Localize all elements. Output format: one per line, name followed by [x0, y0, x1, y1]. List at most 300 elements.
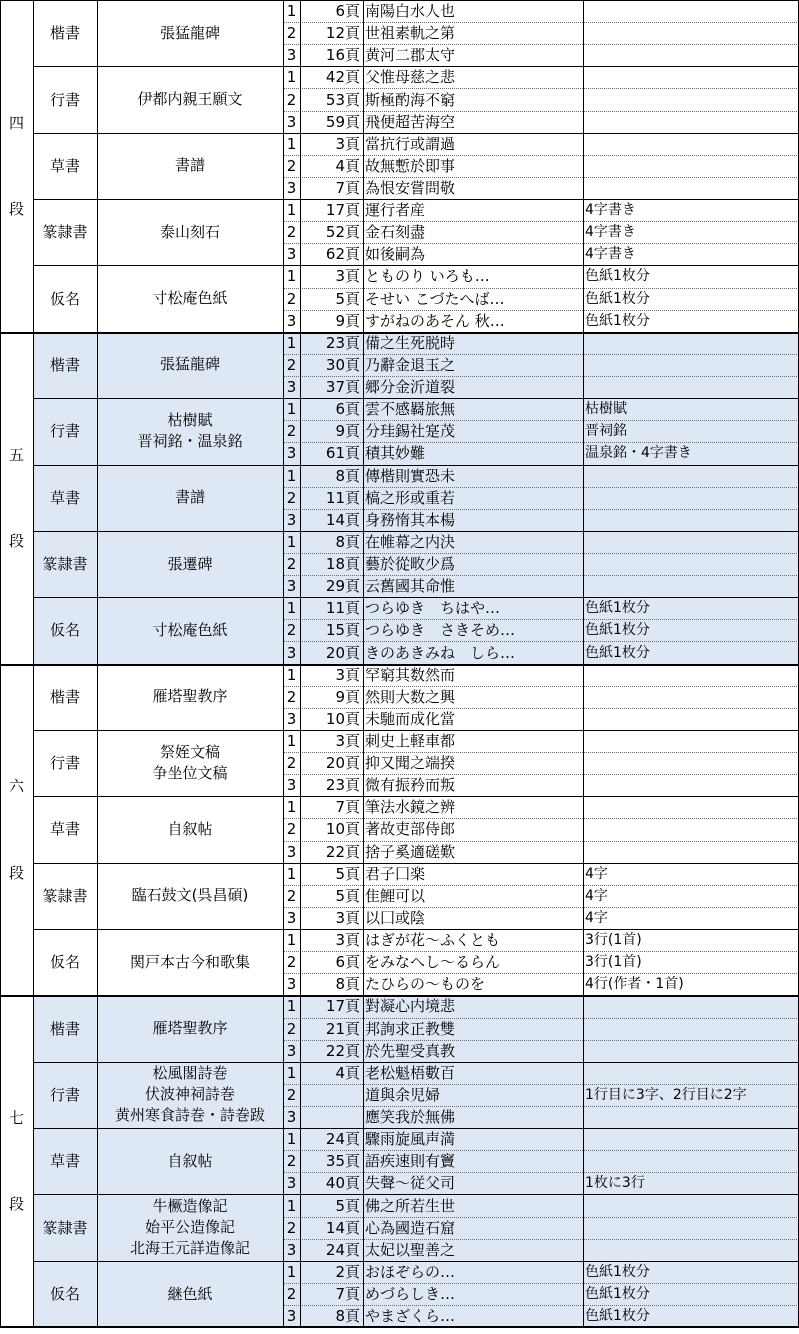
page-number: 42頁: [325, 68, 360, 87]
dan-label-char: 六: [8, 777, 24, 796]
row-number: 1: [286, 532, 297, 551]
practice-text: 黄河二郡太守: [365, 46, 456, 65]
row-number: 1: [286, 333, 297, 352]
practice-text: 佛之所若生世: [365, 1196, 456, 1215]
column-divider: [33, 0, 34, 1327]
work-title-group: [97, 531, 283, 597]
row-number: 1: [286, 466, 297, 485]
page-number: 8頁: [335, 532, 360, 551]
practice-text: 語疾速則有竇: [365, 1152, 456, 1171]
page-number: 5頁: [335, 1196, 360, 1215]
row-note: [583, 509, 799, 531]
row-note: 色紙1枚分: [585, 1286, 650, 1302]
row-note: 色紙1枚分: [585, 290, 650, 307]
page-number: 14頁: [325, 1218, 360, 1237]
practice-text: 郷分金沂道裂: [365, 378, 456, 397]
work-title-group: [97, 199, 283, 265]
row-note: 4字: [585, 887, 608, 904]
column-divider: [283, 0, 284, 1327]
work-title: 自叙帖: [167, 819, 213, 838]
page-number: 8頁: [335, 466, 360, 485]
work-title: 泰山刻石: [159, 222, 220, 241]
row-note: [583, 1106, 799, 1128]
work-title: 自叙帖: [167, 1151, 213, 1170]
work-title: 張猛龍碑: [159, 355, 220, 374]
row-note: [583, 531, 799, 553]
row-note: 1行目に3字、2行目に2字: [585, 1086, 747, 1103]
row-number: 3: [286, 245, 297, 264]
row-number: 1: [286, 267, 297, 286]
row-number: 1: [286, 798, 297, 817]
row-note: [583, 332, 799, 354]
page-number: [300, 1106, 363, 1128]
group-divider: [33, 929, 799, 930]
work-title-group: [97, 995, 283, 1061]
page-number: 59頁: [325, 112, 360, 131]
row-number: 1: [286, 1063, 297, 1082]
row-number: 3: [286, 1307, 297, 1326]
work-title: 始平公造像記: [144, 1218, 235, 1237]
row-number: 3: [286, 1108, 297, 1127]
work-title: 張猛龍碑: [159, 23, 220, 42]
row-note: [583, 1128, 799, 1150]
row-note: 4字: [585, 865, 608, 882]
row-note: [583, 376, 799, 398]
column-divider: [363, 0, 364, 1327]
row-note: 4字書き: [585, 224, 636, 241]
page-number: 7頁: [335, 1285, 360, 1303]
practice-text: 於先聖受真教: [365, 1041, 456, 1060]
dan-label-char: 五: [8, 445, 24, 464]
page-number: 21頁: [325, 1019, 360, 1038]
table-border-top: [0, 0, 799, 1]
practice-text: 當抗行或謂過: [365, 134, 456, 153]
practice-text: はぎが花～ふくとも: [365, 931, 501, 950]
section-divider: [0, 664, 799, 666]
row-number: 3: [286, 1174, 297, 1193]
row-note: [583, 22, 799, 44]
script-style: 行書: [49, 90, 80, 109]
work-title: 雁塔聖教序: [152, 1019, 228, 1038]
page-number: 17頁: [325, 997, 360, 1016]
group-divider: [33, 1062, 799, 1063]
script-style: 仮名: [49, 289, 80, 308]
row-note: [583, 553, 799, 575]
row-number: 1: [286, 997, 297, 1016]
work-title-group: [97, 1128, 283, 1194]
row-number: 2: [286, 1285, 297, 1303]
practice-text: 太妃以聖善之: [365, 1240, 456, 1259]
practice-text: 南陽白水人也: [365, 2, 456, 21]
page-number: 37頁: [325, 378, 360, 397]
row-note: [583, 708, 799, 730]
row-number: 1: [286, 400, 297, 419]
practice-text: 分珪錫社寔茂: [365, 422, 456, 441]
practice-text: 為恨安嘗問敬: [365, 179, 456, 197]
script-style: 行書: [49, 422, 80, 441]
practice-text: 積其妙難: [365, 444, 426, 463]
practice-text: 藝於從畋少爲: [365, 555, 456, 574]
row-number: 2: [286, 156, 297, 175]
row-number: 3: [286, 908, 297, 927]
row-number: 2: [286, 1152, 297, 1171]
work-title-group: [97, 1194, 283, 1260]
group-divider: [33, 199, 799, 200]
page-number: 3頁: [335, 134, 360, 153]
page-number: 24頁: [325, 1130, 360, 1149]
practice-text: 筆法水鏡之辨: [365, 798, 456, 817]
practice-text: 刺史上軽車都: [365, 732, 456, 750]
row-note: [583, 575, 799, 597]
work-title-group: [97, 133, 283, 199]
table-border-left: [0, 0, 1, 1327]
row-number: 3: [286, 577, 297, 596]
row-number: 2: [286, 687, 297, 706]
practice-text: 飛便超苦海空: [365, 112, 456, 131]
practice-text: 未馳而成化當: [365, 709, 456, 728]
row-note: [583, 796, 799, 818]
page-number: 24頁: [325, 1240, 360, 1259]
column-divider: [583, 0, 584, 1327]
row-number: 1: [286, 665, 297, 684]
row-number: 2: [286, 953, 297, 972]
row-note: [583, 752, 799, 774]
work-title: 寸松庵色紙: [152, 289, 228, 308]
row-note: [583, 841, 799, 863]
work-title: 書譜: [174, 156, 205, 175]
practice-text: 道與余児婦: [365, 1085, 441, 1104]
page-number: 35頁: [325, 1152, 360, 1171]
row-note: 色紙1枚分: [585, 312, 650, 329]
page-number: 53頁: [325, 90, 360, 109]
row-number: 3: [286, 311, 297, 330]
practice-text: 傳楷則實恐未: [365, 466, 456, 485]
row-number: 2: [286, 1218, 297, 1237]
row-number: 2: [286, 754, 297, 773]
row-note: 3行(1首): [585, 954, 642, 971]
page-number: 8頁: [335, 975, 360, 994]
row-note: 色紙1枚分: [585, 644, 650, 661]
work-title: 晋祠銘・温泉銘: [137, 432, 243, 451]
work-title-group: [97, 597, 283, 663]
practice-text: そせい こづたへば…: [365, 289, 505, 308]
row-number: 2: [286, 90, 297, 109]
practice-text: 槁之形或重若: [365, 488, 456, 507]
practice-text: 然則大数之興: [365, 687, 456, 706]
row-note: 色紙1枚分: [585, 600, 650, 617]
page-number: 18頁: [325, 555, 360, 574]
page-number: 17頁: [325, 201, 360, 220]
work-title-group: [97, 796, 283, 862]
page-number: 12頁: [325, 24, 360, 43]
row-number: 2: [286, 820, 297, 839]
table-border-bottom: [0, 1326, 799, 1328]
row-number: 2: [286, 289, 297, 308]
row-note: [583, 1217, 799, 1239]
row-number: 1: [286, 2, 297, 21]
practice-text: とものり いろも…: [365, 267, 490, 286]
page-number: 11頁: [325, 488, 360, 507]
group-divider: [33, 66, 799, 67]
row-number: 3: [286, 643, 297, 662]
row-number: 3: [286, 46, 297, 65]
row-number: 3: [286, 378, 297, 397]
row-number: 1: [286, 732, 297, 750]
work-title: 書譜: [174, 488, 205, 507]
practice-text: 云舊國其命惟: [365, 577, 456, 596]
page-number: 6頁: [335, 400, 360, 419]
row-note: [583, 664, 799, 686]
row-note: [583, 1150, 799, 1172]
script-style: 草書: [49, 1152, 80, 1171]
practice-text: 雲不感羇旅無: [365, 400, 456, 419]
page-number: 14頁: [325, 510, 360, 529]
row-number: 1: [286, 1262, 297, 1281]
page-number: 5頁: [335, 886, 360, 905]
practice-text: 罕窮其数然而: [365, 665, 456, 684]
group-divider: [33, 796, 799, 797]
script-style: 楷書: [49, 1019, 80, 1038]
work-title: 牛橛造像記: [152, 1197, 228, 1216]
group-divider: [33, 730, 799, 731]
row-note: [583, 774, 799, 796]
work-title: 北海王元詳造像記: [129, 1239, 250, 1258]
column-divider: [300, 0, 301, 1327]
row-number: 2: [286, 621, 297, 640]
page-number: 3頁: [335, 931, 360, 950]
page-number: 62頁: [325, 245, 360, 264]
practice-text: めづらしき…: [365, 1285, 456, 1303]
practice-text: 父惟母慈之悲: [365, 68, 456, 87]
work-title: 雁塔聖教序: [152, 687, 228, 706]
page-number: 23頁: [325, 776, 360, 795]
row-note: [583, 1239, 799, 1261]
work-title-group: [97, 0, 283, 66]
row-note: [583, 0, 799, 22]
practice-text: おほぞらの…: [365, 1262, 456, 1281]
practice-text: 捨子奚適磋歎: [365, 842, 456, 861]
practice-text: 微有振矜而叛: [365, 776, 456, 795]
page-number: 4頁: [335, 156, 360, 175]
row-note: [583, 88, 799, 110]
practice-text: すがねのあそん 秋…: [365, 311, 505, 330]
row-note: 晋祠銘: [585, 423, 627, 440]
work-title: 伏波神祠詩巻: [144, 1085, 235, 1104]
script-style: 行書: [49, 754, 80, 773]
script-style: 篆隷書: [42, 1218, 88, 1237]
dan-label-char: 段: [8, 200, 24, 219]
script-style: 行書: [49, 1085, 80, 1104]
script-style: 楷書: [49, 355, 80, 374]
script-style: 仮名: [49, 953, 80, 972]
practice-text: 身務惰其本楊: [365, 510, 456, 529]
row-number: 1: [286, 864, 297, 883]
practice-text: 故無慙於即事: [365, 156, 456, 175]
practice-text: 金石刻盡: [365, 223, 426, 242]
script-style: 仮名: [49, 621, 80, 640]
group-divider: [33, 465, 799, 466]
section-divider: [0, 332, 799, 334]
practice-text: きのあきみね しら…: [365, 643, 516, 662]
page-number: 30頁: [325, 355, 360, 374]
page-number: 4頁: [335, 1063, 360, 1082]
practice-text: 斯極酌海不窮: [365, 90, 456, 109]
page-number: 5頁: [335, 864, 360, 883]
row-number: 3: [286, 776, 297, 795]
row-note: 1枚に3行: [585, 1175, 645, 1192]
dan-label-char: 段: [8, 1195, 24, 1214]
practice-text: 心為國造石窟: [365, 1218, 456, 1237]
row-number: 3: [286, 1240, 297, 1259]
script-style: 篆隷書: [42, 886, 88, 905]
practice-text: 在帷幕之内決: [365, 532, 456, 551]
row-note: 4字書き: [585, 202, 636, 219]
practice-text: 應笑我於無佛: [365, 1108, 456, 1127]
practice-text: 世祖素軌之第: [365, 24, 456, 43]
row-note: 4行(作者・1首): [585, 976, 684, 993]
script-style: 楷書: [49, 687, 80, 706]
practice-text: 驟雨旋風声満: [365, 1130, 456, 1149]
row-note: 4字書き: [585, 246, 636, 263]
row-number: 1: [286, 1196, 297, 1215]
row-note: [583, 1194, 799, 1216]
row-number: 3: [286, 709, 297, 728]
work-title: 争坐位文稿: [152, 764, 228, 783]
page-number: 22頁: [325, 842, 360, 861]
work-title: 伊都内親王願文: [137, 90, 243, 109]
practice-text: 君子囗楽: [365, 864, 426, 883]
page-number: 3頁: [335, 267, 360, 286]
row-note: [583, 66, 799, 88]
page-number: 16頁: [325, 46, 360, 65]
practice-text: 以囗或陰: [365, 908, 426, 927]
page-number: 61頁: [325, 444, 360, 463]
work-title-group: [97, 265, 283, 331]
row-number: 2: [286, 355, 297, 374]
group-divider: [33, 1261, 799, 1262]
row-number: 2: [286, 488, 297, 507]
row-number: 1: [286, 201, 297, 220]
row-number: 1: [286, 134, 297, 153]
row-note: [583, 1040, 799, 1062]
row-number: 2: [286, 422, 297, 441]
row-note: [583, 995, 799, 1017]
row-number: 3: [286, 444, 297, 463]
row-number: 1: [286, 1130, 297, 1149]
work-title: 関戸本古今和歌集: [129, 952, 250, 971]
page-number: 2頁: [335, 1262, 360, 1281]
page-number: 22頁: [325, 1041, 360, 1060]
group-divider: [33, 531, 799, 532]
row-note: 色紙1枚分: [585, 1308, 650, 1325]
page-number: 6頁: [335, 953, 360, 972]
script-style: 草書: [49, 820, 80, 839]
script-style: 草書: [49, 156, 80, 175]
page-number: 3頁: [335, 665, 360, 684]
dan-label-char: 七: [8, 1109, 24, 1128]
practice-text: 運行者産: [365, 201, 426, 220]
page-number: 9頁: [335, 687, 360, 706]
group-divider: [33, 265, 799, 266]
page-number: [300, 1084, 363, 1106]
row-note: 色紙1枚分: [585, 268, 650, 285]
script-style: 仮名: [49, 1285, 80, 1303]
group-divider: [33, 133, 799, 134]
work-title-group: [97, 664, 283, 730]
row-note: [583, 465, 799, 487]
page-number: 23頁: [325, 333, 360, 352]
page-number: 9頁: [335, 311, 360, 330]
page-number: 20頁: [325, 643, 360, 662]
work-title: 松風閣詩巻: [152, 1064, 228, 1083]
practice-text: 對凝心内境悲: [365, 997, 456, 1016]
practice-text: つらゆき さきそめ…: [365, 621, 516, 640]
page-number: 40頁: [325, 1174, 360, 1193]
page-number: 20頁: [325, 754, 360, 773]
page-number: 10頁: [325, 820, 360, 839]
work-title-group: [97, 465, 283, 531]
practice-text: 失聲～従父司: [365, 1174, 456, 1193]
row-note: [583, 686, 799, 708]
page-number: 9頁: [335, 422, 360, 441]
practice-text: 乃辭金退玉之: [365, 355, 456, 374]
row-number: 2: [286, 886, 297, 905]
work-title-group: [97, 730, 283, 796]
row-note: [583, 487, 799, 509]
page-number: 7頁: [335, 179, 360, 197]
practice-text: 抑又聞之端揆: [365, 754, 456, 773]
script-style: 篆隷書: [42, 223, 88, 242]
dan-label-char: 段: [8, 863, 24, 882]
row-note: 色紙1枚分: [585, 622, 650, 639]
work-title-group: [97, 332, 283, 398]
row-number: 1: [286, 931, 297, 950]
group-divider: [33, 597, 799, 598]
row-note: [583, 155, 799, 177]
practice-text: 備之生死脱時: [365, 333, 456, 352]
work-title: 継色紙: [167, 1284, 213, 1303]
page-number: 8頁: [335, 1307, 360, 1326]
group-divider: [33, 1194, 799, 1195]
row-note: [583, 44, 799, 66]
work-title: 枯樹賦: [167, 411, 213, 430]
practice-text: 隹鯉可以: [365, 886, 426, 905]
row-note: [583, 354, 799, 376]
practice-text: をみなへし～るらん: [365, 953, 501, 972]
row-note: 温泉銘・4字書き: [585, 445, 692, 462]
work-title-group: [97, 929, 283, 995]
row-number: 3: [286, 1041, 297, 1060]
row-note: 色紙1枚分: [585, 1263, 650, 1280]
group-divider: [33, 863, 799, 864]
practice-text: 老松魁梧數百: [365, 1063, 456, 1082]
work-title-group: [97, 863, 283, 929]
practice-text: 著故吏部侍郎: [365, 820, 456, 839]
script-style: 楷書: [49, 24, 80, 43]
work-title: 黄州寒食詩巻・詩巻跋: [114, 1106, 265, 1125]
work-title: 祭姪文稿: [159, 743, 220, 762]
page-number: 15頁: [325, 621, 360, 640]
row-note: 4字: [585, 909, 608, 926]
row-note: [583, 1018, 799, 1040]
column-divider: [97, 0, 98, 1327]
page-number: 3頁: [335, 908, 360, 927]
practice-text: やまざくら…: [365, 1307, 456, 1326]
row-number: 2: [286, 223, 297, 242]
practice-text: 如後嗣為: [365, 245, 426, 264]
row-number: 3: [286, 975, 297, 994]
work-title-group: [97, 398, 283, 464]
